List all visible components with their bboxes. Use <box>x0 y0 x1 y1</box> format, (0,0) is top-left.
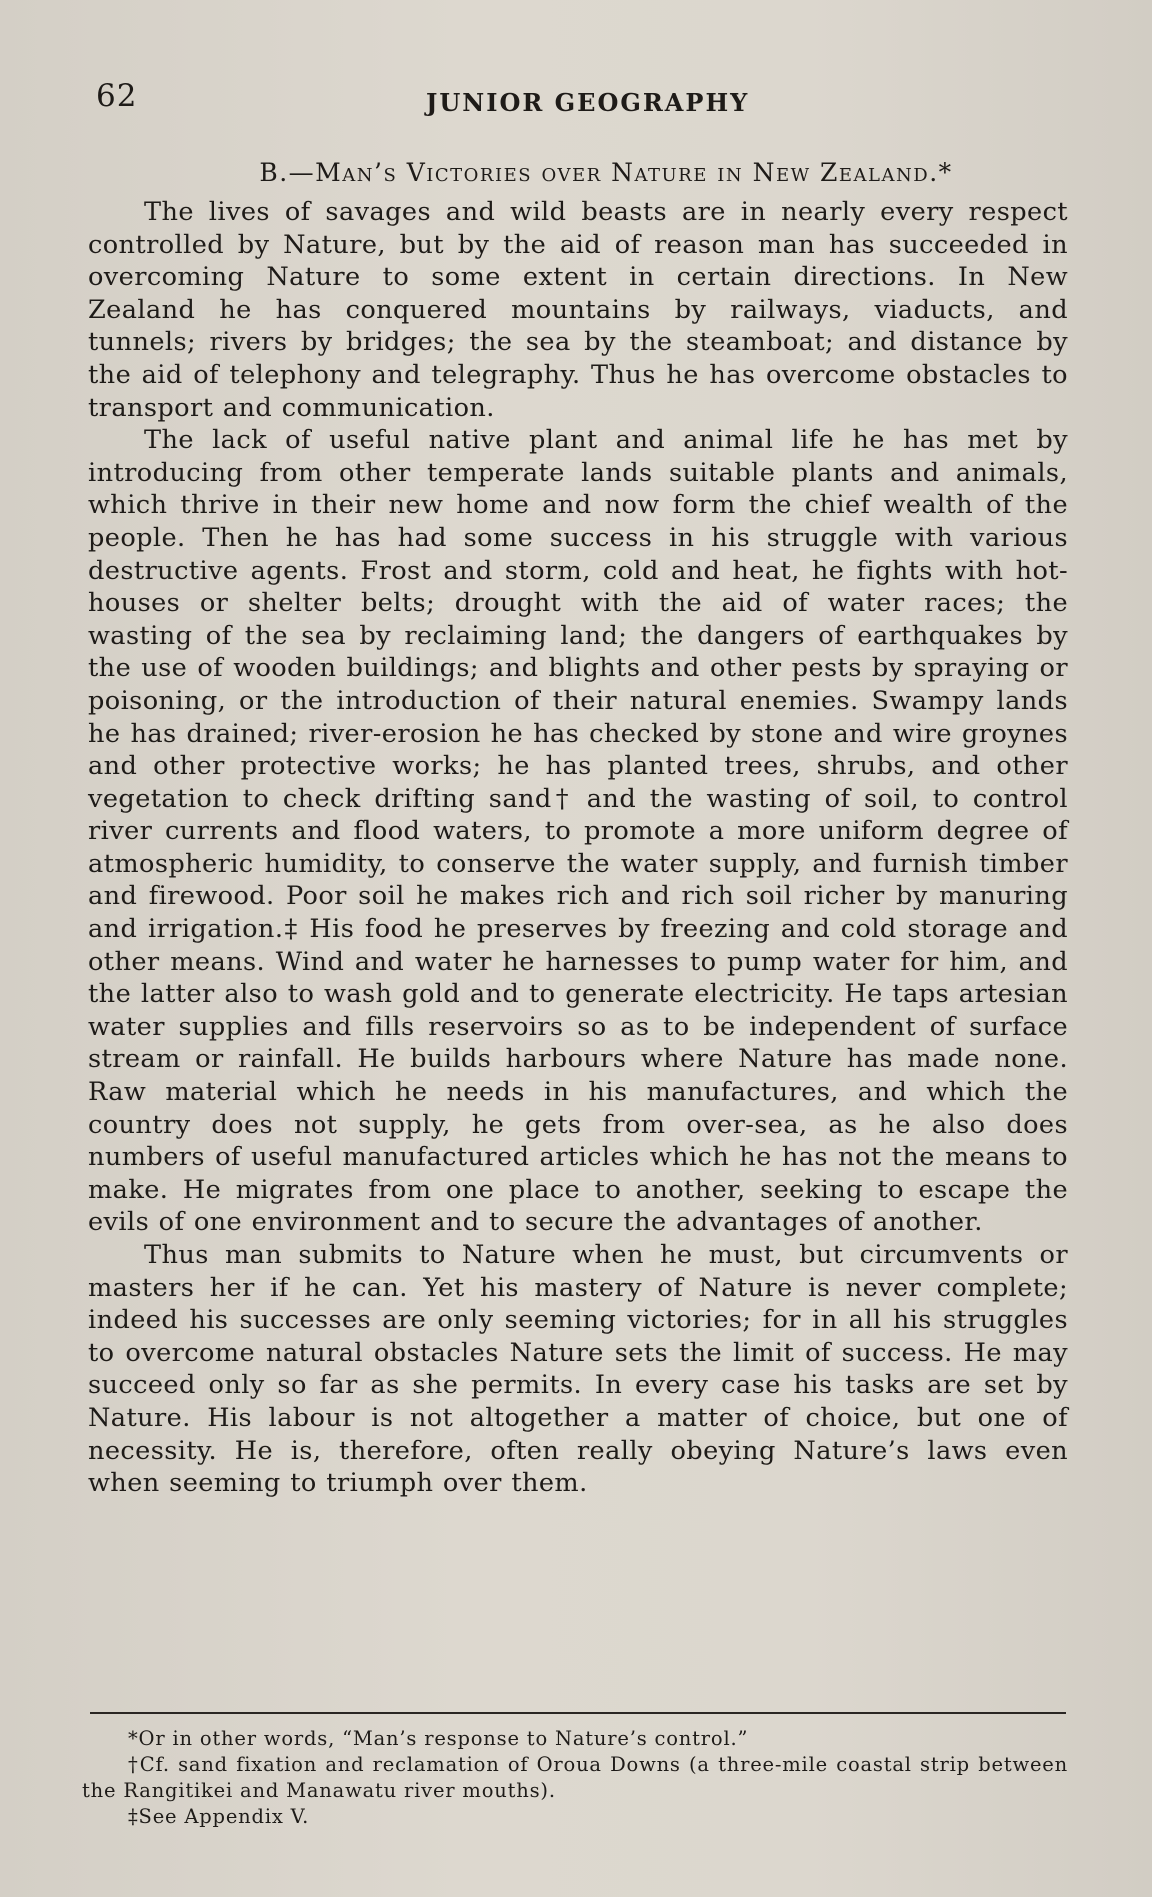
footnote-asterisk: *Or in other words, “Man’s response to Nature’s control.” <box>128 1727 749 1750</box>
running-title: JUNIOR GEOGRAPHY <box>426 88 750 117</box>
footnote-divider <box>90 1712 1066 1714</box>
footnote-dagger: †Cf. sand fixation and reclamation of Oroua Downs (a three-mile coastal strip between the Rangitikei and Manawatu river mouths). <box>82 1753 1068 1802</box>
footnote-double-dagger: ‡See Appendix V. <box>128 1805 310 1828</box>
page-number: 62 <box>96 78 138 114</box>
running-head <box>96 78 1066 122</box>
paragraph-conclusion: Thus man submits to Nature when he must, but circumvents or masters her if he can. Yet his mastery of Nature is never complete; indeed his successes are only seeming victories; for in all his struggles to overcome natural obstacles Nature sets the limit of success. He may succeed only so far as she permits. In every case his tasks are set by Nature. His labour is not altogether a matter of choice, but one of necessity. He is, therefore, often really obeying Nature’s laws even when seeming to triumph over them. <box>88 1240 1068 1499</box>
paragraph-conquests: The lives of savages and wild beasts are in nearly every respect controlled by Nature, but by the aid of reason man has succeeded in overcoming Nature to some extent in certain directions. In New Zealand he has conquered mountains by railways, viaducts, and tunnels; rivers by bridges; the sea by the steamboat; and distance by the aid of telephony and telegraphy. Thus he has overcome obstacles to transport and communication. <box>88 197 1068 423</box>
paragraph-adaptations: The lack of useful native plant and animal life he has met by introducing from other temperate lands suitable plants and animals, which thrive in their new home and now form the chief wealth of the people. Then he has had some success in his struggle with various destructive agents. Frost and storm, cold and heat, he fights with hot-houses or shelter belts; drought with the aid of water races; the wasting of the sea by reclaiming land; the dangers of earthquakes by the use of wooden buildings; and blights and other pests by spraying or poisoning, or the introduction of their natural enemies. Swampy lands he has drained; river-erosion he has checked by stone and wire groynes and other protective works; he has planted trees, shrubs, and other vegetation to check drifting sand† and the wasting of soil, to control river currents and flood waters, to promote a more uniform degree of atmospheric humidity, to conserve the water supply, and furnish timber and firewood. Poor soil he makes rich and rich soil richer by manuring and irrigation.‡ His food he preserves by freezing and cold storage and other means. Wind and water he harnesses to pump water for him, and the latter also to wash gold and to generate electricity. He taps artesian water supplies and fills reservoirs so as to be independent of surface stream or rainfall. He builds harbours where Nature has made none. Raw material which he needs in his manufactures, and which the country does not supply, he gets from over-sea, as he also does numbers of useful manufactured articles which he has not the means to make. He migrates from one place to another, seeking to escape the evils of one environment and to secure the advantages of another. <box>88 425 1068 1238</box>
body-text <box>88 196 1068 1500</box>
section-heading: B.—Man’s Victories over Nature in New Zealand.* <box>259 158 953 187</box>
footnotes <box>82 1726 1068 1830</box>
